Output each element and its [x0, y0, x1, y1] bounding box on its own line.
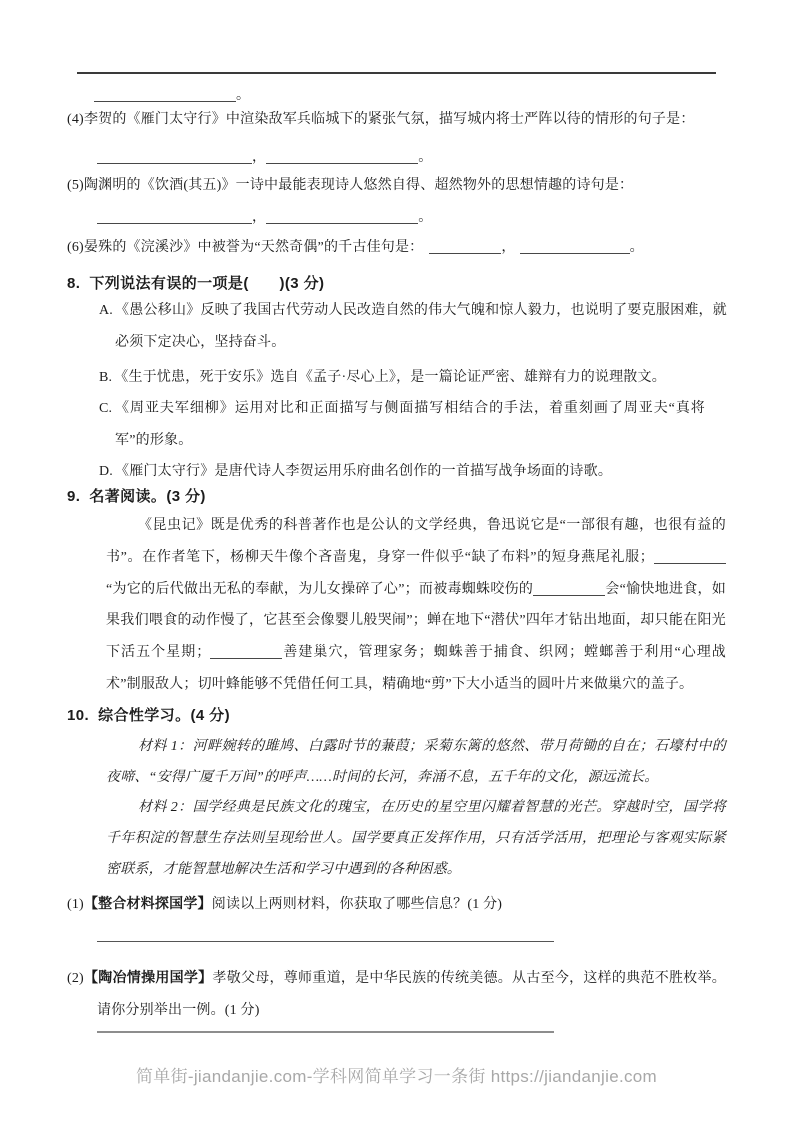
item-text: 晏殊的《浣溪沙》中被誉为“天然奇偶”的千古佳句是：: [83, 240, 424, 255]
material-text: 材料 1：河畔婉转的雎鸠、白露时节的蒹葭；采菊东篱的悠然、带月荷锄的自在；石壕村中的夜啼、“安得广厦千万间”的呼声……时间的长河，奔涌不息，五千年的文化，源远流长。: [106, 739, 726, 785]
sub-question-tag: 【陶冶情操用国学】: [83, 969, 213, 985]
sub-question-1: [67, 888, 726, 921]
item-number: (2): [67, 971, 84, 986]
punctuation: ，: [252, 210, 267, 225]
question-number: 8.: [67, 275, 81, 292]
passage-text: 会“愉快地进食，如果我们喂食的动作慢了，它甚至会像婴儿般哭闹”；蝉在地下“潜伏”四年才钻出地面，却只能在阳光下活五个星期；: [106, 581, 726, 661]
option-label: D.: [99, 464, 114, 479]
answer-blank: [266, 148, 418, 164]
question-9-header: [67, 485, 206, 509]
punctuation: 。: [236, 88, 251, 103]
item-text: 李贺的《雁门太守行》中渲染敌军兵临城下的紧张气氛，描写城内将士严阵以待的情形的句子是：: [83, 112, 695, 127]
option-text: 《周亚夫军细柳》运用对比和正面描写与侧面描写相结合的手法，着重刻画了周亚夫“真将军”的形象。: [114, 401, 705, 448]
punctuation: 。: [418, 150, 433, 165]
item-number: (1): [67, 897, 84, 912]
answer-blank: [654, 548, 726, 564]
punctuation: 。: [629, 240, 644, 255]
question-stem: 下列说法有误的一项是( )(3 分): [89, 275, 325, 292]
question-title: 名著阅读。(3 分): [89, 488, 206, 505]
passage-text: 《昆虫记》既是优秀的科普著作也是公认的文学经典，鲁迅说它是“一部很有趣，也很有益的书”。在作者笔下，杨柳天牛像个吝啬鬼，身穿一件似乎“缺了布料”的短身燕尾礼服；: [106, 518, 726, 565]
option-text: 《生于忧患，死于安乐》选自《孟子·尽心上》，是一篇论证严密、雄辩有力的说理散文。: [114, 370, 666, 385]
item-number: (4): [67, 112, 84, 127]
question-9-passage: [106, 510, 726, 701]
option-label: C.: [99, 401, 113, 416]
item-number: (5): [67, 178, 84, 193]
item-text: 陶渊明的《饮酒(其五)》一诗中最能表现诗人悠然自得、超然物外的思想情趣的诗句是：: [83, 178, 634, 193]
answer-blank: [210, 643, 282, 659]
option-label: A.: [99, 303, 114, 318]
fill-item-6: [67, 236, 644, 260]
option-b: [99, 362, 727, 394]
answer-blank: [429, 238, 501, 254]
question-number: 10.: [67, 707, 90, 724]
question-title: 综合性学习。(4 分): [98, 707, 230, 724]
option-d: [99, 456, 727, 488]
passage-text: 善建巢穴，管理家务；蜘蛛善于捕食、织网；螳螂善于利用“心理战术”制服敌人；切叶蜂能够不凭借任何工具，精确地“剪”下大小适当的圆叶片来做巢穴的盖子。: [106, 645, 726, 692]
fill-item-5-answer-row: [97, 206, 432, 230]
answer-blank: [520, 238, 630, 254]
item-number: (6): [67, 240, 84, 255]
passage-text: “为它的后代做出无私的奉献，为儿女操碎了心”；而被毒蜘蛛咬伤的: [106, 581, 534, 597]
sub-question-tag: 【整合材料探国学】: [83, 895, 212, 911]
answer-line: [97, 1031, 554, 1033]
answer-blank: [97, 208, 252, 224]
question-10-header: [67, 704, 230, 728]
answer-blank: [266, 208, 418, 224]
punctuation: ，: [252, 150, 267, 165]
material-text: 材料 2：国学经典是民族文化的瑰宝，在历史的星空里闪耀着智慧的光芒。穿越时空，国学将千年积淀的智慧生存法则呈现给世人。国学要真正发挥作用，只有活学活用，把理论与客观实际紧密联系，才能智慧地解决生活和学习中遇到的各种困惑。: [106, 800, 726, 877]
option-label: B.: [99, 370, 113, 385]
question-8-header: [67, 272, 324, 296]
sub-question-2: [67, 962, 726, 1026]
option-a: [99, 295, 727, 358]
option-text: 《雁门太守行》是唐代诗人李贺运用乐府曲名创作的一首描写战争场面的诗歌。: [115, 464, 613, 479]
sub-question-text: 阅读以上两则材料，你获取了哪些信息？(1 分): [211, 897, 503, 912]
option-c: [99, 393, 705, 456]
material-2-paragraph: [106, 792, 726, 885]
answer-blank: [533, 580, 605, 596]
fill-item-4: [67, 108, 695, 132]
fill-item-5: [67, 174, 633, 198]
page-divider-rule: [77, 72, 716, 74]
sub-question-text: 孝敬父母，尊师重道，是中华民族的传统美德。从古至今，这样的典范不胜枚举。请你分别举出一例。(1 分): [97, 971, 726, 1018]
site-watermark-footer: [0, 1066, 793, 1088]
punctuation: ，: [501, 240, 516, 255]
question-number: 9.: [67, 488, 81, 505]
answer-blank: [94, 86, 236, 102]
punctuation: 。: [418, 210, 433, 225]
fill-item-4-answer-row: [97, 146, 432, 170]
option-text: 《愚公移山》反映了我国古代劳动人民改造自然的伟大气魄和惊人毅力，也说明了要克服困难，就必须下定决心，坚持奋斗。: [115, 303, 727, 350]
answer-line: [97, 941, 554, 942]
watermark-text: 简单街-jiandanjie.com-学科网简单学习一条街 https://jiandanjie.com: [135, 1067, 658, 1086]
material-1-paragraph: [106, 731, 726, 793]
answer-blank: [97, 148, 252, 164]
carryover-answer-row: [94, 84, 250, 108]
